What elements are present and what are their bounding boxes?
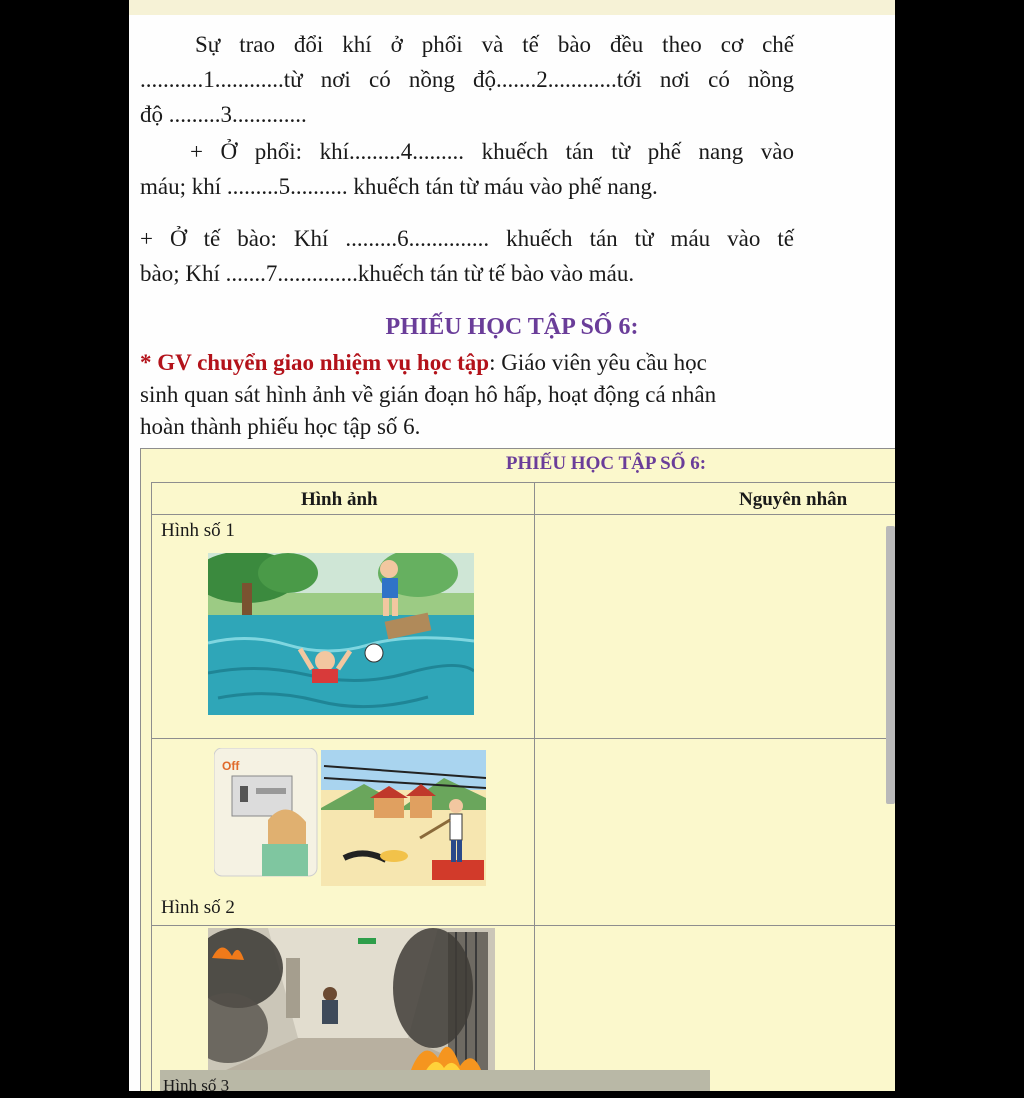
drowning-illustration (208, 553, 474, 715)
column-header-image: Hình ảnh (301, 489, 378, 510)
switch-off-sign: Off (222, 759, 240, 773)
task-line-2: sinh quan sát hình ảnh về gián đoạn hô hấp, hoạt động cá nhân (140, 382, 717, 407)
cell-line-1: + Ở tế bào: Khí .........6.............. khuếch tán từ máu vào tế (140, 226, 794, 251)
worksheet-title: PHIẾU HỌC TẬP SỐ 6: (505, 453, 707, 474)
table-rule (534, 482, 535, 1091)
cell-line-2: bào; Khí .......7..............khuếch tán từ tế bào vào máu. (140, 261, 635, 286)
task-line-1 (140, 347, 794, 379)
worksheet-box (140, 448, 895, 1091)
table-rule (151, 482, 895, 483)
table-rule (151, 514, 895, 515)
table-rule (151, 925, 895, 926)
intro-line-3: độ .........3............. (140, 102, 307, 127)
row-label-3-bar (160, 1070, 710, 1095)
table-rule (151, 738, 895, 739)
row-label-2: Hình số 2 (161, 897, 235, 918)
document-page (129, 0, 895, 1091)
intro-line-1: Sự trao đổi khí ở phổi và tế bào đều theo cơ chế (195, 32, 794, 57)
smoke-fire-corridor-photo (208, 928, 495, 1078)
table-rule (151, 482, 152, 1091)
task-line-1-rest: : Giáo viên yêu cầu học (489, 350, 707, 375)
vertical-scrollbar-thumb[interactable] (886, 526, 895, 804)
worksheet-table (151, 482, 895, 1091)
intro-line-2: ...........1............từ nơi có nồng độ.......2............tới nơi có nồng (140, 67, 794, 92)
row-label-1: Hình số 1 (161, 520, 235, 541)
page-top-band (129, 0, 895, 15)
column-header-cause: Nguyên nhân (739, 489, 848, 510)
worksheet-heading: PHIẾU HỌC TẬP SỐ 6: (385, 314, 639, 340)
task-line-3: hoàn thành phiếu học tập số 6. (140, 414, 421, 439)
lung-line-1: + Ở phổi: khí.........4......... khuếch tán từ phế nang vào (190, 139, 794, 164)
electric-shock-illustration (214, 748, 486, 890)
lung-line-2: máu; khí .........5.......... khuếch tán từ máu vào phế nang. (140, 174, 658, 199)
row-label-3: Hình số 3 (163, 1076, 230, 1095)
task-label: * GV chuyển giao nhiệm vụ học tập (140, 350, 490, 375)
